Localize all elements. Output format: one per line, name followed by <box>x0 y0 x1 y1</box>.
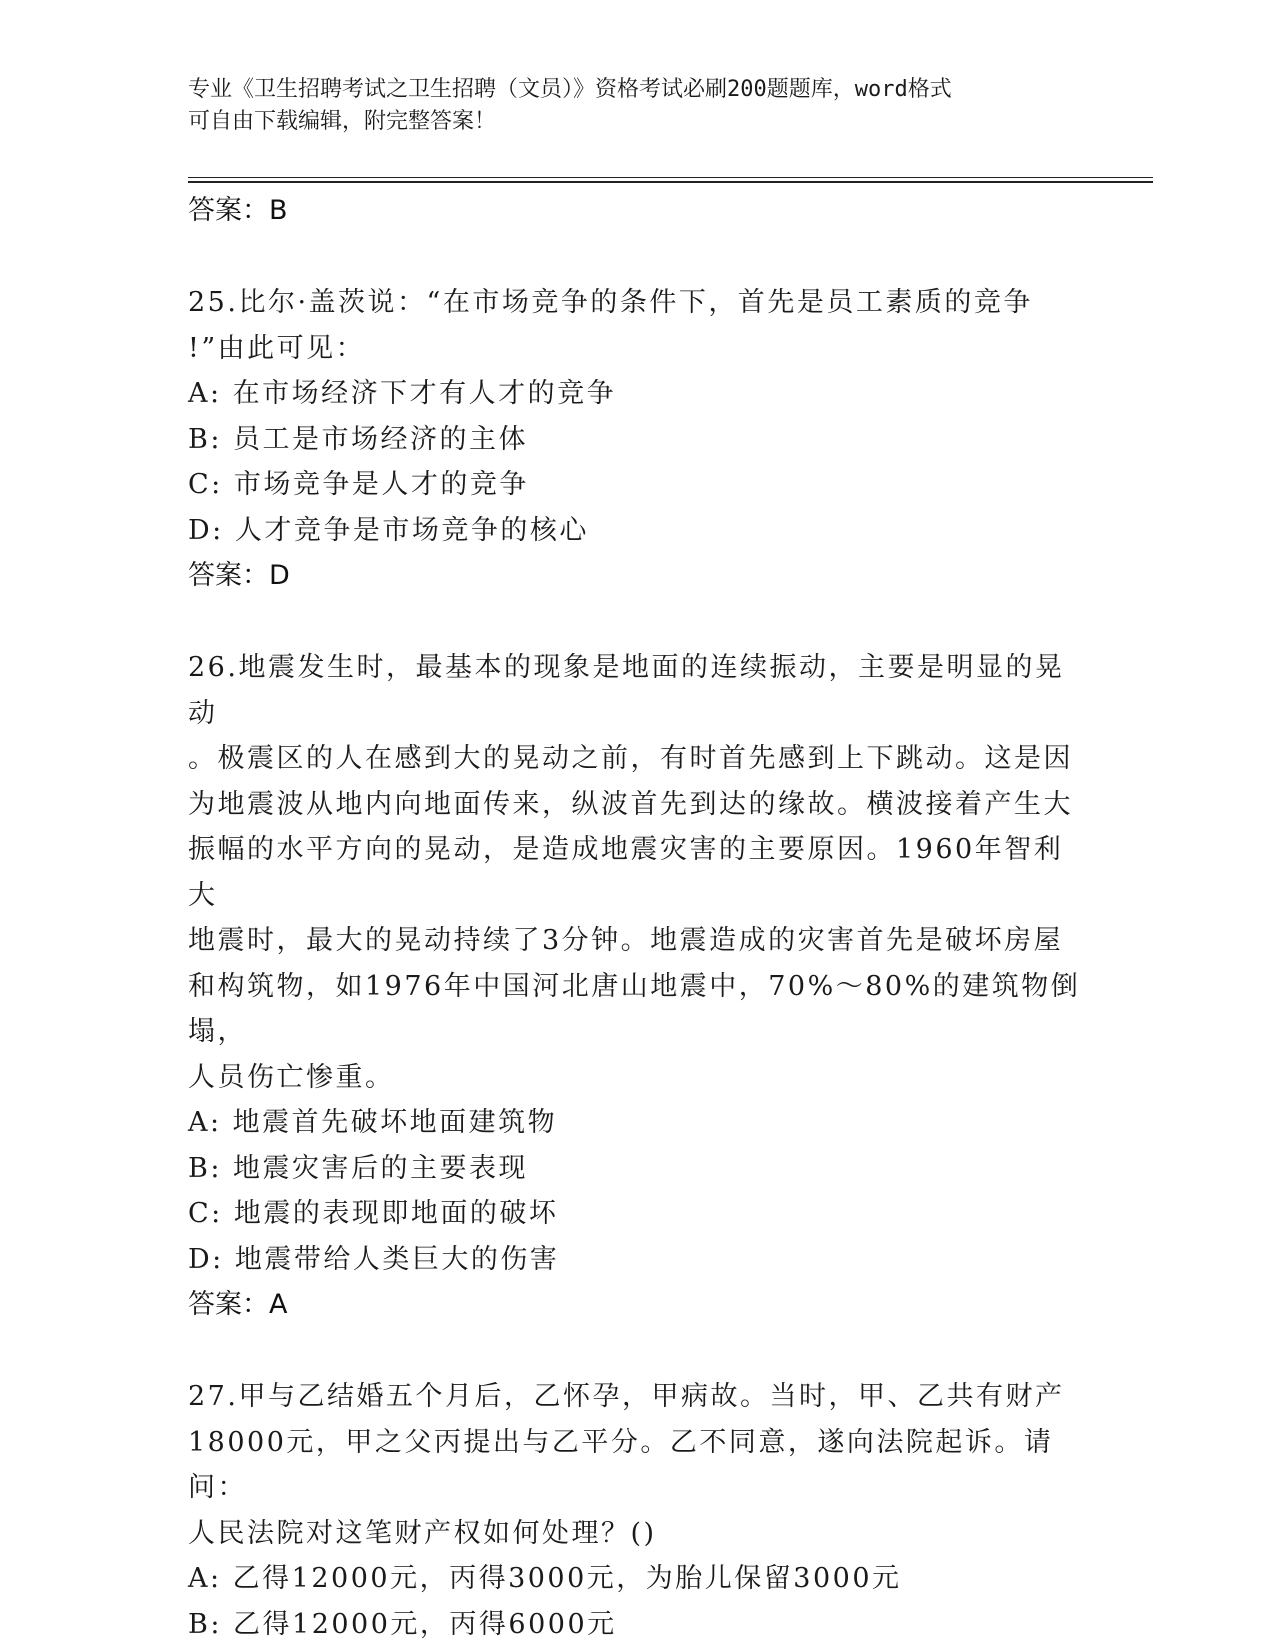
option-b: B: 员工是市场经济的主体 <box>188 423 529 455</box>
option-a: A: 地震首先破坏地面建筑物 <box>188 1107 558 1138</box>
question-stem-line: 和构筑物，如1976年中国河北唐山地震中，70%～80%的建筑物倒塌， <box>188 970 1081 1047</box>
header-divider-thin <box>188 177 1153 178</box>
question-stem-line: !”由此可见： <box>188 332 366 364</box>
header-line-2: 可自由下载编辑，附完整答案！ <box>188 109 497 134</box>
question-stem-line: 人员伤亡惨重。 <box>188 1061 395 1093</box>
question-stem-line: 27.甲与乙结婚五个月后，乙怀孕，甲病故。当时，甲、乙共有财产 <box>188 1381 1065 1412</box>
header-line-1: 专业《卫生招聘考试之卫生招聘（文员）》资格考试必刷200题题库，word格式 <box>188 77 952 102</box>
answer-line: 答案：A <box>188 1289 288 1320</box>
option-c: C: 地震的表现即地面的破坏 <box>188 1198 559 1229</box>
option-a: A: 在市场经济下才有人才的竞争 <box>188 378 617 409</box>
question-25 <box>188 280 1088 599</box>
document-header <box>188 74 1068 138</box>
option-d: D: 地震带给人类巨大的伤害 <box>188 1243 560 1275</box>
question-stem-line: 振幅的水平方向的晃动，是造成地震灾害的主要原因。1960年智利大 <box>188 834 1064 911</box>
question-stem-line: 人民法院对这笔财产权如何处理？() <box>188 1517 657 1549</box>
question-stem-line: 地震时，最大的晃动持续了3分钟。地震造成的灾害首先是破坏房屋 <box>188 925 1064 956</box>
option-b: B: 地震灾害后的主要表现 <box>188 1152 529 1184</box>
answer-line: 答案：D <box>188 560 290 591</box>
option-a: A: 乙得12000元，丙得3000元，为胎儿保留3000元 <box>188 1563 902 1594</box>
question-stem-line: 25.比尔·盖茨说：“在市场竞争的条件下，首先是员工素质的竞争 <box>188 287 1033 318</box>
option-d: D: 人才竞争是市场竞争的核心 <box>188 514 589 546</box>
header-divider-thick <box>188 181 1153 183</box>
spacer <box>188 599 1088 645</box>
spacer <box>188 1328 1088 1374</box>
option-c: C: 市场竞争是人才的竞争 <box>188 469 529 500</box>
question-stem-line: 26.地震发生时，最基本的现象是地面的连续振动，主要是明显的晃动 <box>188 652 1065 729</box>
question-stem-line: 。极震区的人在感到大的晃动之前，有时首先感到上下跳动。这是因 <box>188 743 1073 774</box>
answer-line: 答案：B <box>188 195 288 226</box>
question-26 <box>188 645 1088 1328</box>
question-27 <box>188 1374 1088 1647</box>
spacer <box>188 234 1088 280</box>
question-stem-line: 为地震波从地内向地面传来，纵波首先到达的缘故。横波接着产生大 <box>188 788 1073 820</box>
document-body <box>188 188 1088 1647</box>
option-b: B: 乙得12000元，丙得6000元 <box>188 1608 617 1640</box>
question-stem-line: 18000元，甲之父丙提出与乙平分。乙不同意，遂向法院起诉。请问： <box>188 1426 1054 1503</box>
